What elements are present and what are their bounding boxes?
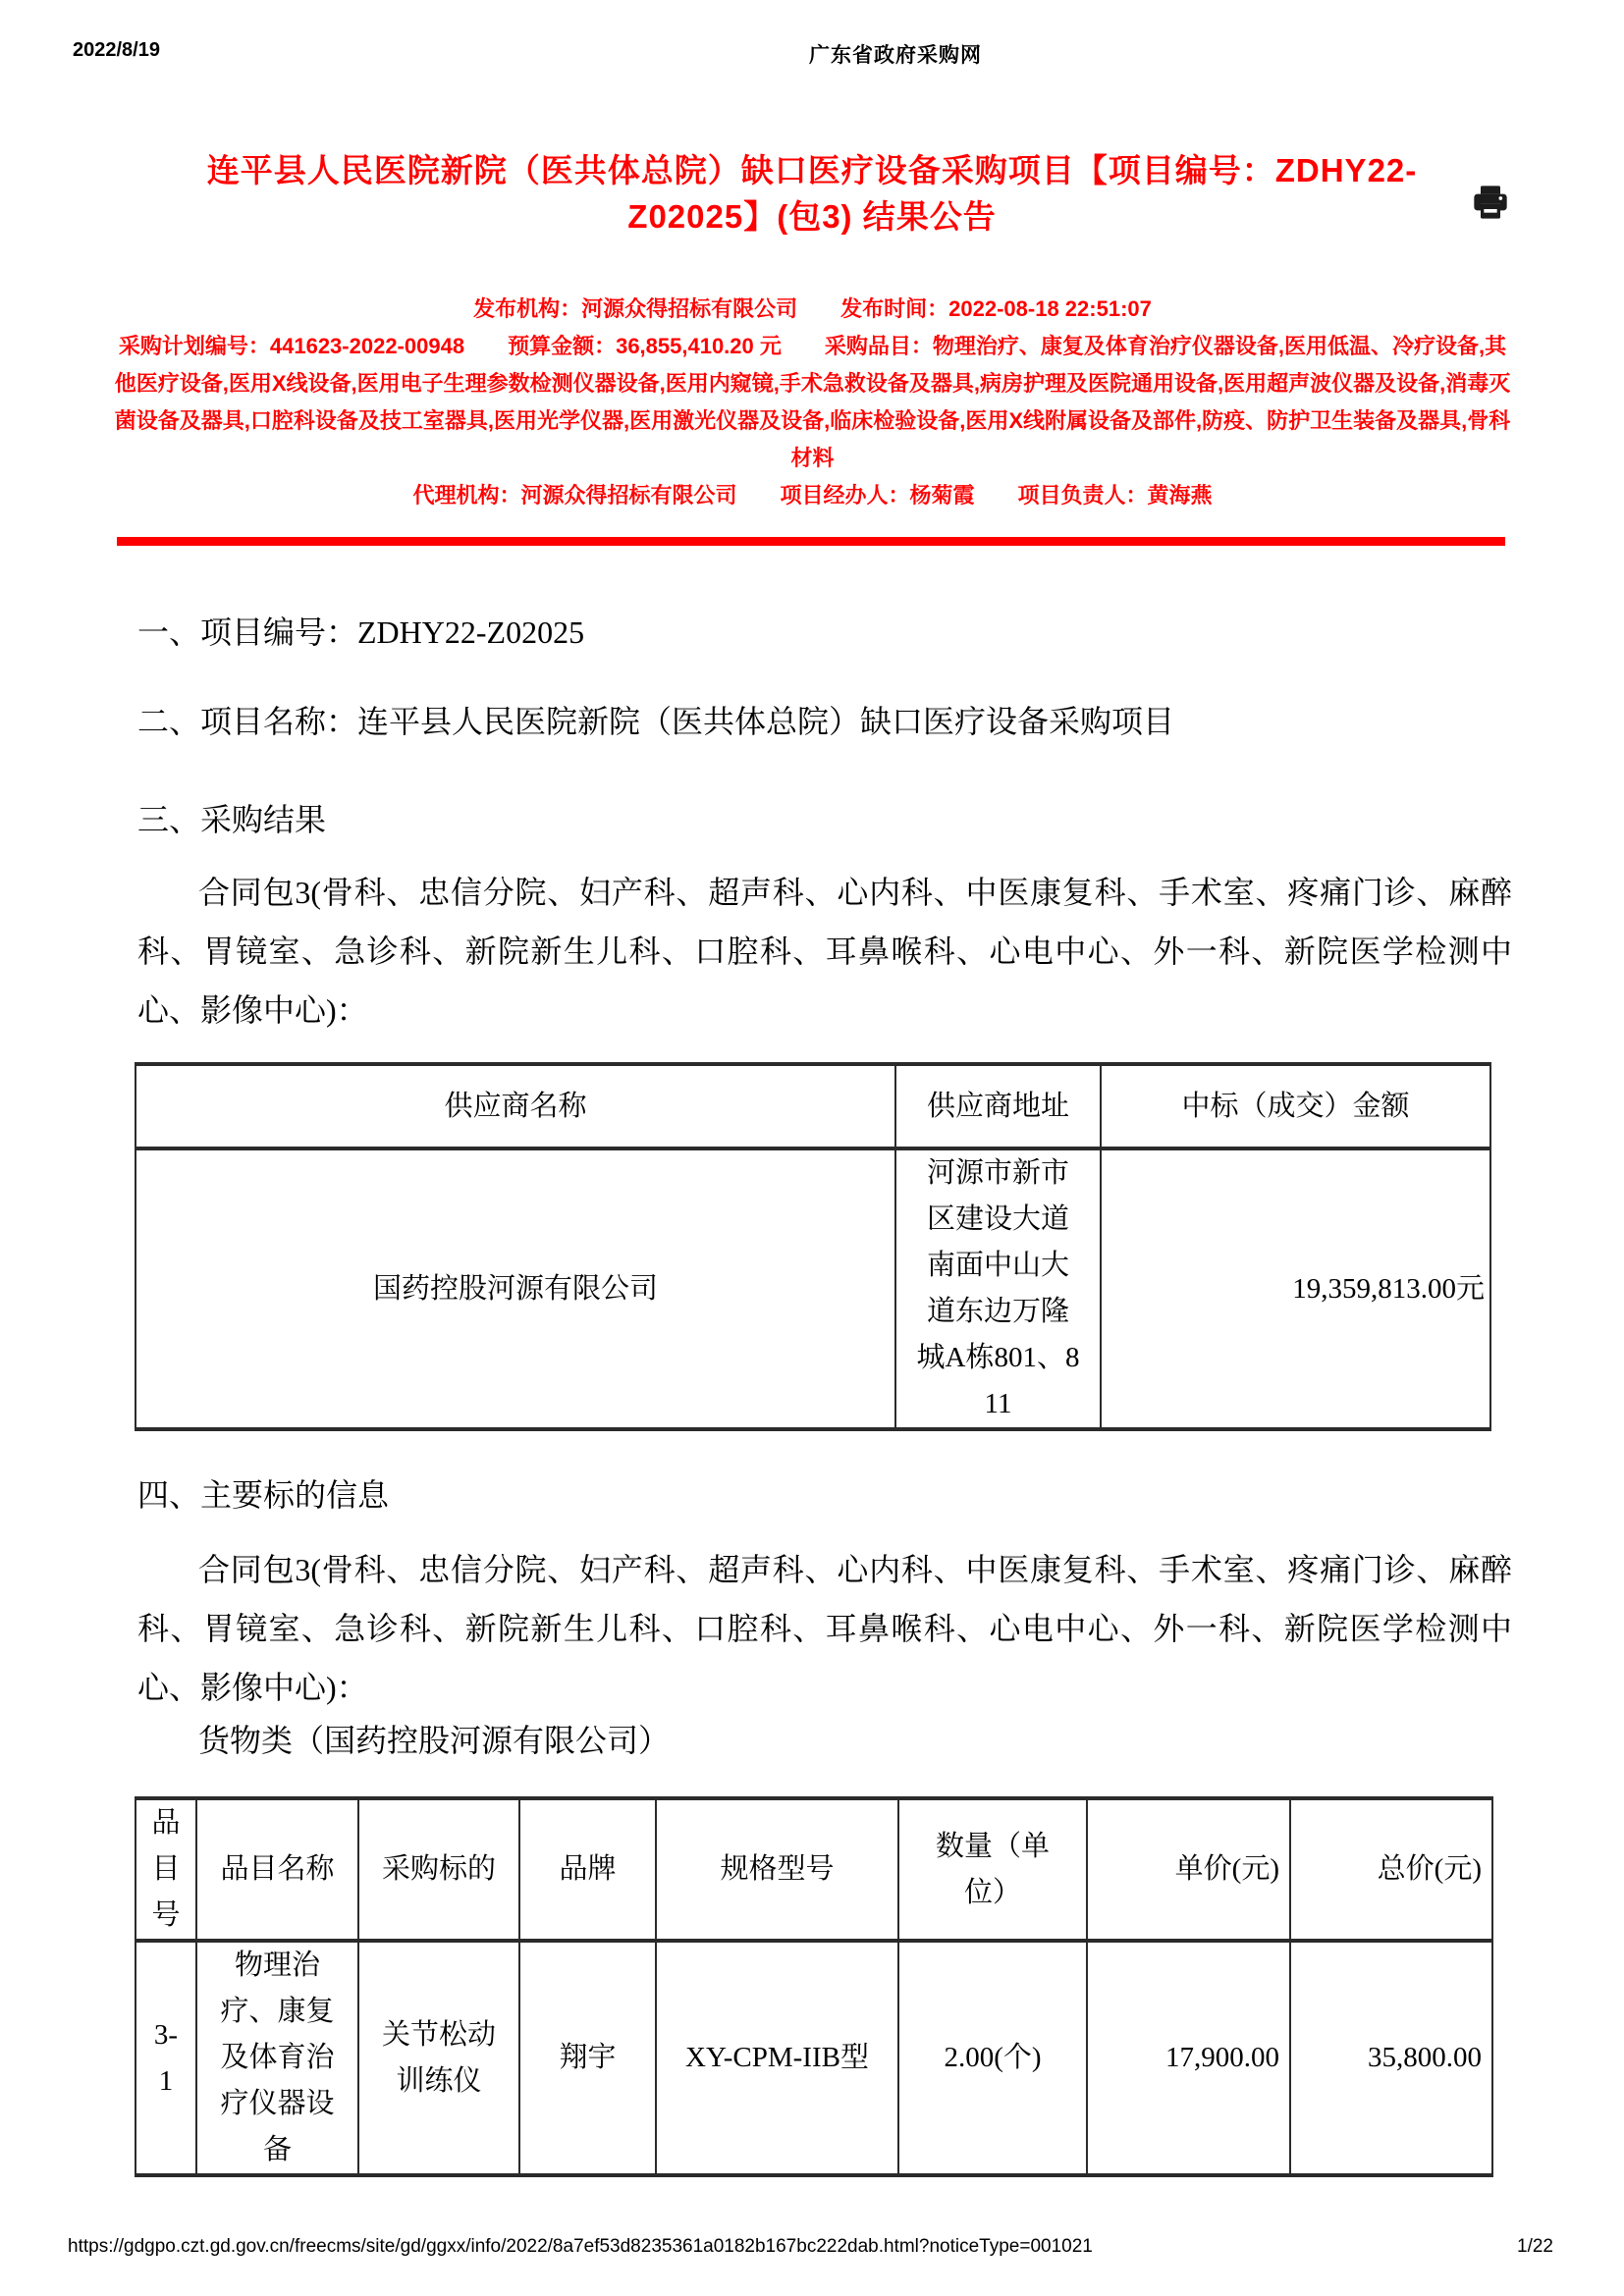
red-divider [117,537,1505,546]
supplier-address-cell: 河源市新市区建设大道南面中山大道东边万隆城A栋801、811 [895,1148,1101,1429]
print-footer [0,2236,1624,2266]
plan-budget-items-line [113,328,1512,477]
item-name-cell: 物理治疗、康复及体育治疗仪器设备 [196,1941,358,2175]
item-no-header: 品目号 [135,1798,196,1941]
model-header: 规格型号 [656,1798,898,1941]
items-table [135,1796,1493,2177]
brand-header: 品牌 [519,1798,656,1941]
item-no-cell: 3-1 [135,1941,196,2175]
agency: 代理机构：河源众得招标有限公司 [412,483,737,507]
announcement-title-line1: 连平县人民医院新院（医共体总院）缺口医疗设备采购项目【项目编号：ZDHY22- [206,152,1418,188]
page-number: 1/22 [1517,2236,1553,2257]
package-scope-paragraph: 合同包3(骨科、忠信分院、妇产科、超声科、心内科、中医康复科、手术室、疼痛门诊、麻醉科、胃镜室、急诊科、新院新生儿科、口腔科、耳鼻喉科、心电中心、外一科、新院医学检测中心、影像中心)： [137,875,1512,1028]
procurement-items: 采购品目：物理治疗、康复及体育治疗仪器设备,医用低温、冷疗设备,其他医疗设备,医用X线设备,医用电子生理参数检测仪器设备,医用内窥镜,手术急救设备及器具,病房护理及医院通用设备,医用超声波仪器及设备,消毒灭菌设备及器具,口腔科设备及技工室器具,医用光学仪器,医用激光仪器及设备,临床检验设备,医用X线附属设备及部件,防疫、防护卫生装备及器具,骨科材料 [114,334,1511,470]
total-price-header: 总价(元) [1290,1798,1492,1941]
project-leader: 项目负责人：黄海燕 [1017,483,1213,507]
award-amount-cell: 19,359,813.00元 [1101,1148,1490,1429]
quantity-cell: 2.00(个) [898,1941,1087,2175]
goods-category-line: 货物类（国药控股河源有限公司） [198,1723,671,1758]
table-row [135,1148,1490,1429]
award-amount-header: 中标（成交）金额 [1101,1064,1490,1148]
subject-header: 采购标的 [358,1798,519,1941]
section-procurement-result: 三、采购结果 [137,802,327,837]
footer-url: https://gdgpo.czt.gd.gov.cn/freecms/site/gd/ggxx/info/2022/8a7ef53d8235361a0182b167bc222dab.html?noticeType=001021 [68,2236,1093,2257]
plan-number: 采购计划编号：441623-2022-00948 [118,334,465,358]
section-project-name: 二、项目名称：连平县人民医院新院（医共体总院）缺口医疗设备采购项目 [137,704,1175,739]
table-row [135,1941,1492,2175]
print-header [0,39,1624,69]
announcement-title [137,147,1487,240]
package-scope-paragraph-2: 合同包3(骨科、忠信分院、妇产科、超声科、心内科、中医康复科、手术室、疼痛门诊、麻醉科、胃镜室、急诊科、新院新生儿科、口腔科、耳鼻喉科、心电中心、外一科、新院医学检测中心、影像中心)： [137,1552,1512,1705]
supplier-name-header: 供应商名称 [135,1064,895,1148]
supplier-address-header: 供应商地址 [895,1064,1101,1148]
print-date: 2022/8/19 [73,39,160,61]
unit-price-cell: 17,900.00 [1087,1941,1290,2175]
unit-price-header: 单价(元) [1087,1798,1290,1941]
site-name: 广东省政府采购网 [809,44,982,67]
project-handler: 项目经办人：杨菊霞 [780,483,975,507]
budget-amount: 预算金额：36,855,410.20 元 [508,334,782,358]
publisher-line [113,291,1512,328]
section-project-number: 一、项目编号：ZDHY22-Z02025 [137,614,585,650]
publisher: 发布机构：河源众得招标有限公司 [473,296,798,321]
items-table-header-row [135,1798,1492,1941]
quantity-header: 数量（单位） [898,1798,1087,1941]
subject-cell: 关节松动训练仪 [358,1941,519,2175]
model-cell: XY-CPM-IIB型 [656,1941,898,2175]
publish-time: 发布时间：2022-08-18 22:51:07 [840,296,1152,321]
announcement-meta-block [113,291,1512,514]
total-price-cell: 35,800.00 [1290,1941,1492,2175]
printer-icon[interactable] [1471,183,1510,222]
item-name-header: 品目名称 [196,1798,358,1941]
agency-line [113,477,1512,514]
section-main-subject-info: 四、主要标的信息 [137,1477,390,1513]
supplier-table-header-row [135,1064,1490,1148]
supplier-table [135,1062,1491,1431]
supplier-name-cell: 国药控股河源有限公司 [135,1148,895,1429]
brand-cell: 翔宇 [519,1941,656,2175]
announcement-title-line2: Z02025】(包3) 结果公告 [627,198,997,235]
